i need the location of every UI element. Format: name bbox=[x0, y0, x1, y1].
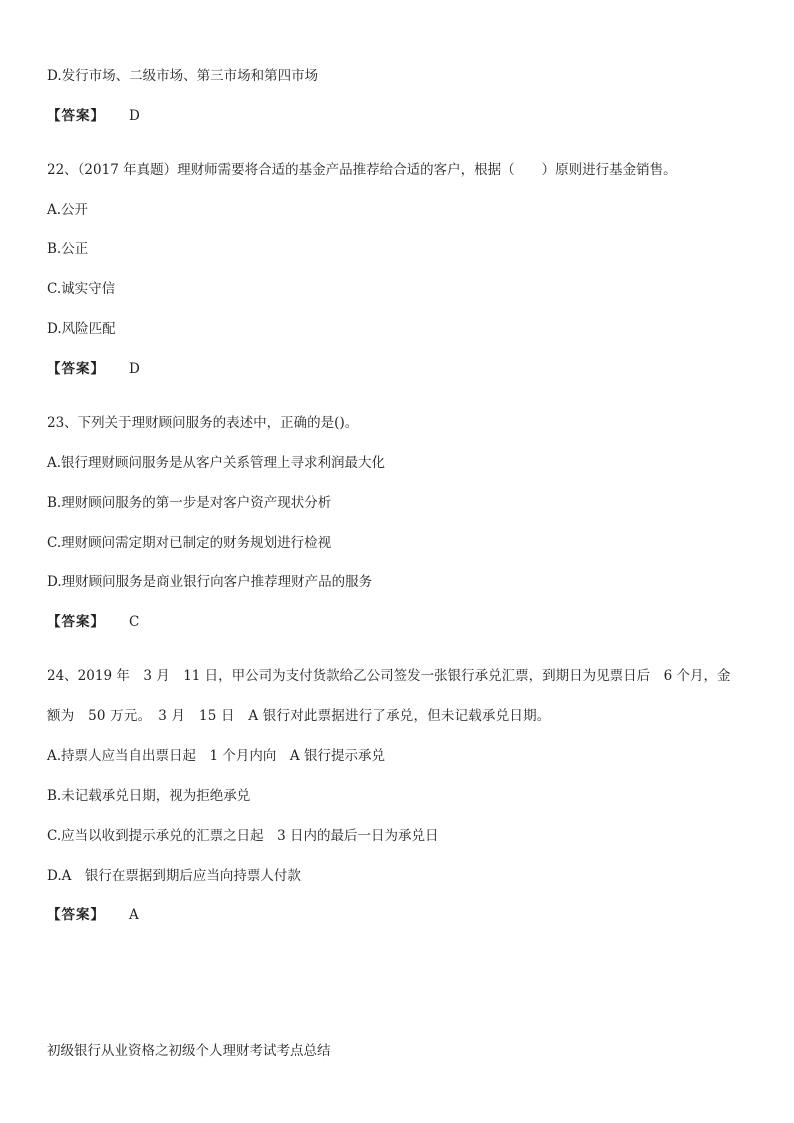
q22-option-b: B.公正 bbox=[47, 241, 89, 257]
q23-option-a: A.银行理财顾问服务是从客户关系管理上寻求利润最大化 bbox=[47, 455, 386, 471]
q22-option-a: A.公开 bbox=[47, 202, 89, 218]
answer-label: 【答案】 bbox=[47, 907, 105, 923]
q24-option-c: C.应当以收到提示承兑的汇票之日起 3 日内的最后一日为承兑日 bbox=[47, 828, 439, 844]
answer-label: 【答案】 bbox=[47, 361, 105, 377]
q24-option-d: D.A 银行在票据到期后应当向持票人付款 bbox=[47, 868, 301, 884]
q24-option-b: B.未记载承兑日期，视为拒绝承兑 bbox=[47, 788, 251, 804]
answer-value: C bbox=[129, 614, 140, 630]
q21-option-d: D.发行市场、二级市场、第三市场和第四市场 bbox=[47, 68, 319, 84]
q22-option-c: C.诚实守信 bbox=[47, 281, 116, 297]
q24-option-a: A.持票人应当自出票日起 1 个月内向 A 银行提示承兑 bbox=[47, 748, 385, 764]
q23-stem: 23、下列关于理财顾问服务的表述中，正确的是()。 bbox=[47, 415, 359, 431]
answer-value: D bbox=[129, 108, 140, 124]
answer-value: D bbox=[129, 361, 140, 377]
answer-value: A bbox=[129, 907, 139, 923]
q23-option-b: B.理财顾问服务的第一步是对客户资产现状分析 bbox=[47, 495, 332, 511]
q22-stem: 22、（2017 年真题）理财师需要将合适的基金产品推荐给合适的客户，根据（ ）原则进行基金销售。 bbox=[47, 162, 677, 178]
q24-stem-line1: 24、2019 年 3 月 11 日，甲公司为支付货款给乙公司签发一张银行承兑汇票，到期日为见票日后 6 个月，金 bbox=[47, 668, 731, 684]
answer-label: 【答案】 bbox=[47, 108, 105, 124]
q23-option-c: C.理财顾问需定期对已制定的财务规划进行检视 bbox=[47, 535, 332, 551]
q23-answer bbox=[47, 613, 754, 631]
answer-label: 【答案】 bbox=[47, 614, 105, 630]
footer-title: 初级银行从业资格之初级个人理财考试考点总结 bbox=[47, 1043, 331, 1059]
q24-stem-line2: 额为 50 万元。 3 月 15 日 A 银行对此票据进行了承兑，但未记载承兑日期。 bbox=[47, 708, 551, 724]
q21-answer bbox=[47, 107, 754, 125]
q24-answer bbox=[47, 906, 754, 924]
q22-option-d: D.风险匹配 bbox=[47, 321, 116, 337]
q22-answer bbox=[47, 360, 754, 378]
q23-option-d: D.理财顾问服务是商业银行向客户推荐理财产品的服务 bbox=[47, 574, 373, 590]
